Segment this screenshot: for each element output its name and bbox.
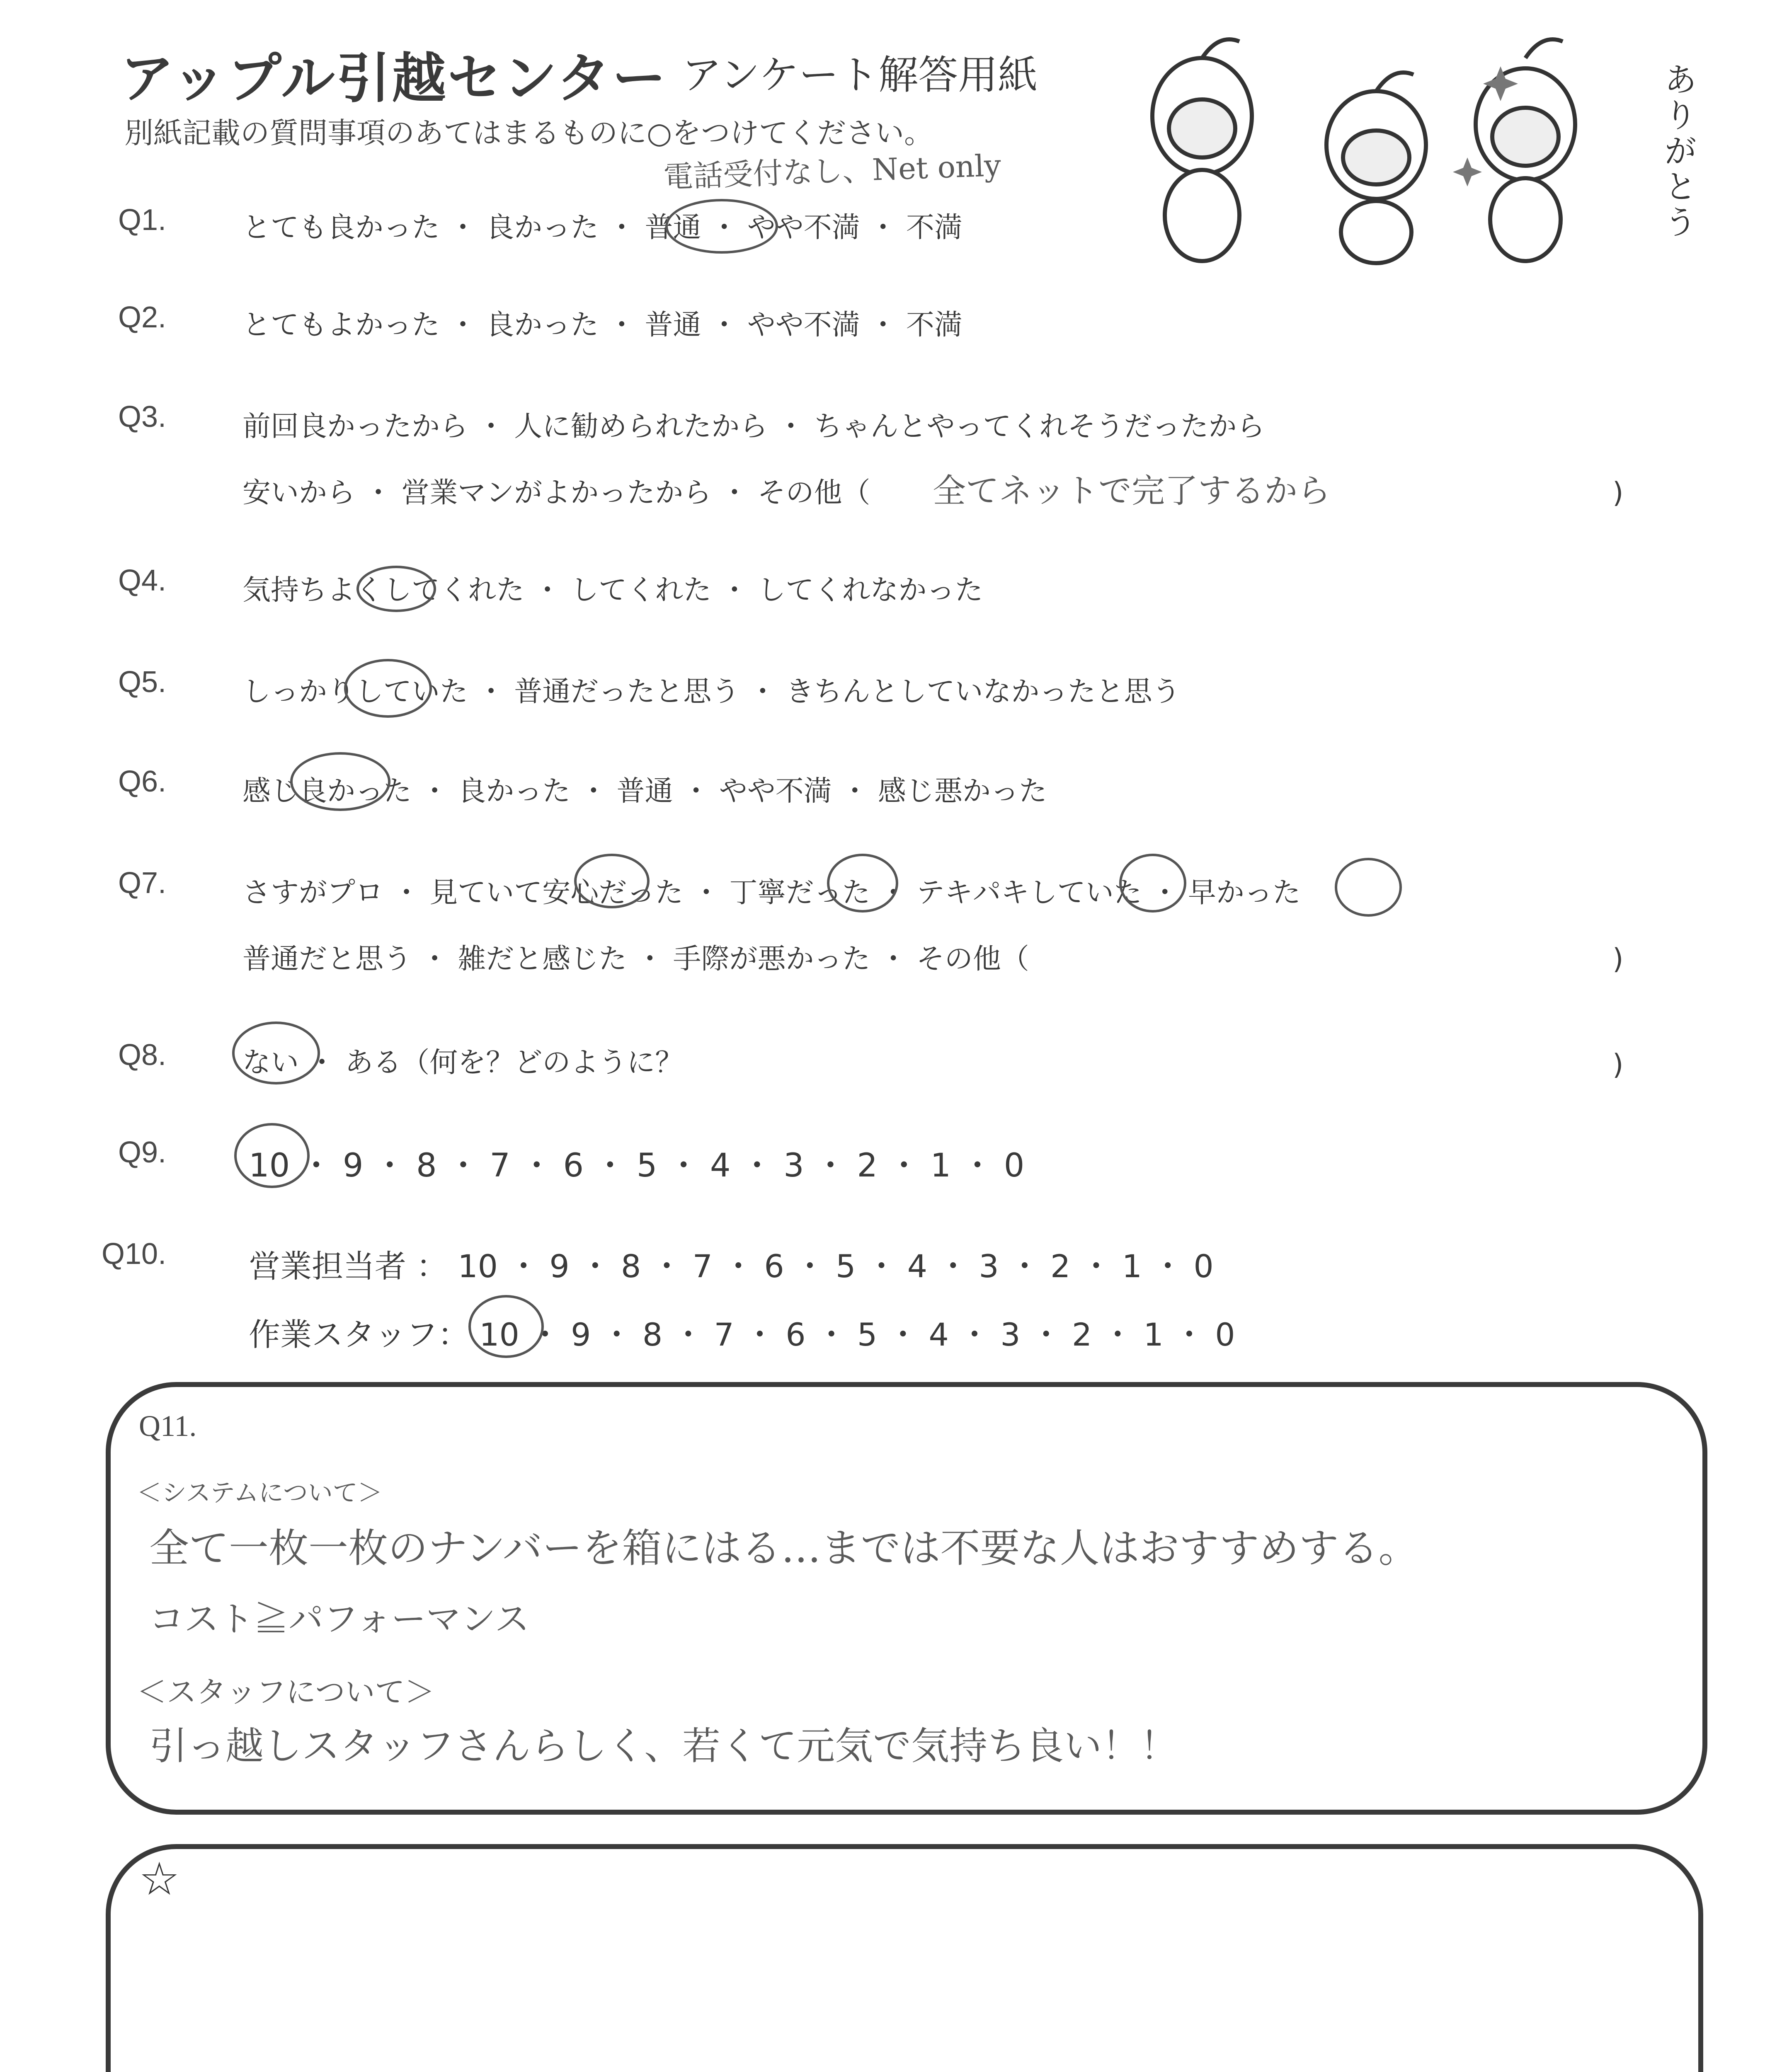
q7-label: Q7.: [118, 867, 167, 900]
q7-answer-circle-tekipaki: [1119, 854, 1186, 913]
q4-options: 気持ちよくしてくれた ・ してくれた ・ してくれなかった: [242, 574, 983, 607]
q1-handwritten-note: 電話受付なし、Net only: [662, 148, 1002, 195]
q9-answer-circle: [234, 1123, 310, 1188]
q8-options: ない ・ ある（何を？どのように？: [242, 1046, 684, 1079]
q6-answer-circle: [290, 752, 390, 811]
q11-line-system-heading: ＜システムについて＞: [137, 1479, 383, 1508]
q5-answer-circle: [344, 659, 432, 718]
q11-line-cost: コスト≧パフォーマンス: [149, 1599, 530, 1639]
q8-label: Q8.: [118, 1038, 167, 1072]
q10-staff-answer-circle: [468, 1295, 544, 1358]
star-icon: ☆: [139, 1852, 180, 1905]
q8-close-paren: ): [1612, 1048, 1624, 1081]
q3-label: Q3.: [118, 400, 167, 433]
q9-label: Q9.: [118, 1136, 167, 1169]
mascot-illustration: [1144, 33, 1641, 265]
q3-options-line1: 前回良かったから ・ 人に勧められたから ・ ちゃんとやってくれそうだったから: [242, 410, 1265, 443]
instructions: 別紙記載の質問事項のあてはまるものに○をつけてください。: [124, 116, 933, 150]
mascot-left: [1152, 39, 1252, 261]
q5-options: しっかりしていた ・ 普通だったと思う ・ きちんとしていなかったと思う: [242, 675, 1181, 708]
q7-options-line2: 普通だと思う ・ 雑だと感じた ・ 手際が悪かった ・ その他（: [242, 943, 1029, 975]
q11-label: Q11.: [139, 1409, 197, 1443]
q5-label: Q5.: [118, 666, 167, 699]
form-title: アップル引越センター: [120, 47, 668, 110]
mascot-caption: ありがとう: [1658, 62, 1697, 240]
mascot-middle: [1326, 73, 1426, 263]
q7-close-paren: ): [1612, 943, 1624, 975]
form-subtitle: アンケート解答用紙: [682, 52, 1038, 98]
q1-options: とても良かった ・ 良かった ・ 普通 ・ やや不満 ・ 不満: [242, 211, 963, 244]
q10-sales-options: 営業担当者 ： 10 ・ 9 ・ 8 ・ 7 ・ 6 ・ 5 ・ 4 ・ 3 ・ 2 ・ 1 ・ 0: [249, 1248, 1214, 1285]
q4-answer-circle: [356, 566, 436, 612]
q2-options: とてもよかった ・ 良かった ・ 普通 ・ やや不満 ・ 不満: [242, 309, 963, 341]
q1-answer-circle: [665, 199, 778, 254]
q11-line-staff-heading: ＜スタッフについて＞: [137, 1675, 435, 1709]
q7-answer-circle-teinei: [827, 854, 898, 913]
q7-answer-circle-hayakatta: [1335, 858, 1402, 917]
q3-close-paren: ): [1612, 477, 1624, 509]
q8-answer-circle: [232, 1021, 320, 1084]
q6-label: Q6.: [118, 765, 167, 798]
q7-answer-circle-anshin: [574, 854, 650, 908]
q4-label: Q4.: [118, 564, 167, 597]
q9-options: 10 ・ 9 ・ 8 ・ 7 ・ 6 ・ 5 ・ 4 ・ 3 ・ 2 ・ 1 ・ 0: [249, 1147, 1025, 1184]
q11-line-system-comment: 全て一枚一枚のナンバーを箱にはる…までは不要な人はおすすめする。: [149, 1525, 1418, 1571]
q10-staff-options: 作業スタッフ： 10 ・ 9 ・ 8 ・ 7 ・ 6 ・ 5 ・ 4 ・ 3 ・ 2 ・ 1 ・ 0: [249, 1316, 1235, 1353]
q11-line-staff-comment: 引っ越しスタッフさんらしく、若くて元気で気持ち良い！！: [149, 1724, 1178, 1768]
q3-other-answer: 全てネットで完了するから: [933, 472, 1331, 510]
q3-options-line2: 安いから ・ 営業マンがよかったから ・ その他（: [242, 477, 870, 509]
q2-label: Q2.: [118, 301, 167, 334]
q10-label: Q10.: [102, 1237, 167, 1271]
q6-options: 感じ良かった ・ 良かった ・ 普通 ・ やや不満 ・ 感じ悪かった: [242, 775, 1047, 808]
free-comment-box: [106, 1844, 1703, 2072]
q1-label: Q1.: [118, 203, 167, 237]
mascot-right: [1476, 39, 1575, 261]
q7-options-line1: さすがプロ ・ 見ていて安心だった ・ 丁寧だった ・ テキパキしていた ・ 早かった: [242, 876, 1301, 909]
